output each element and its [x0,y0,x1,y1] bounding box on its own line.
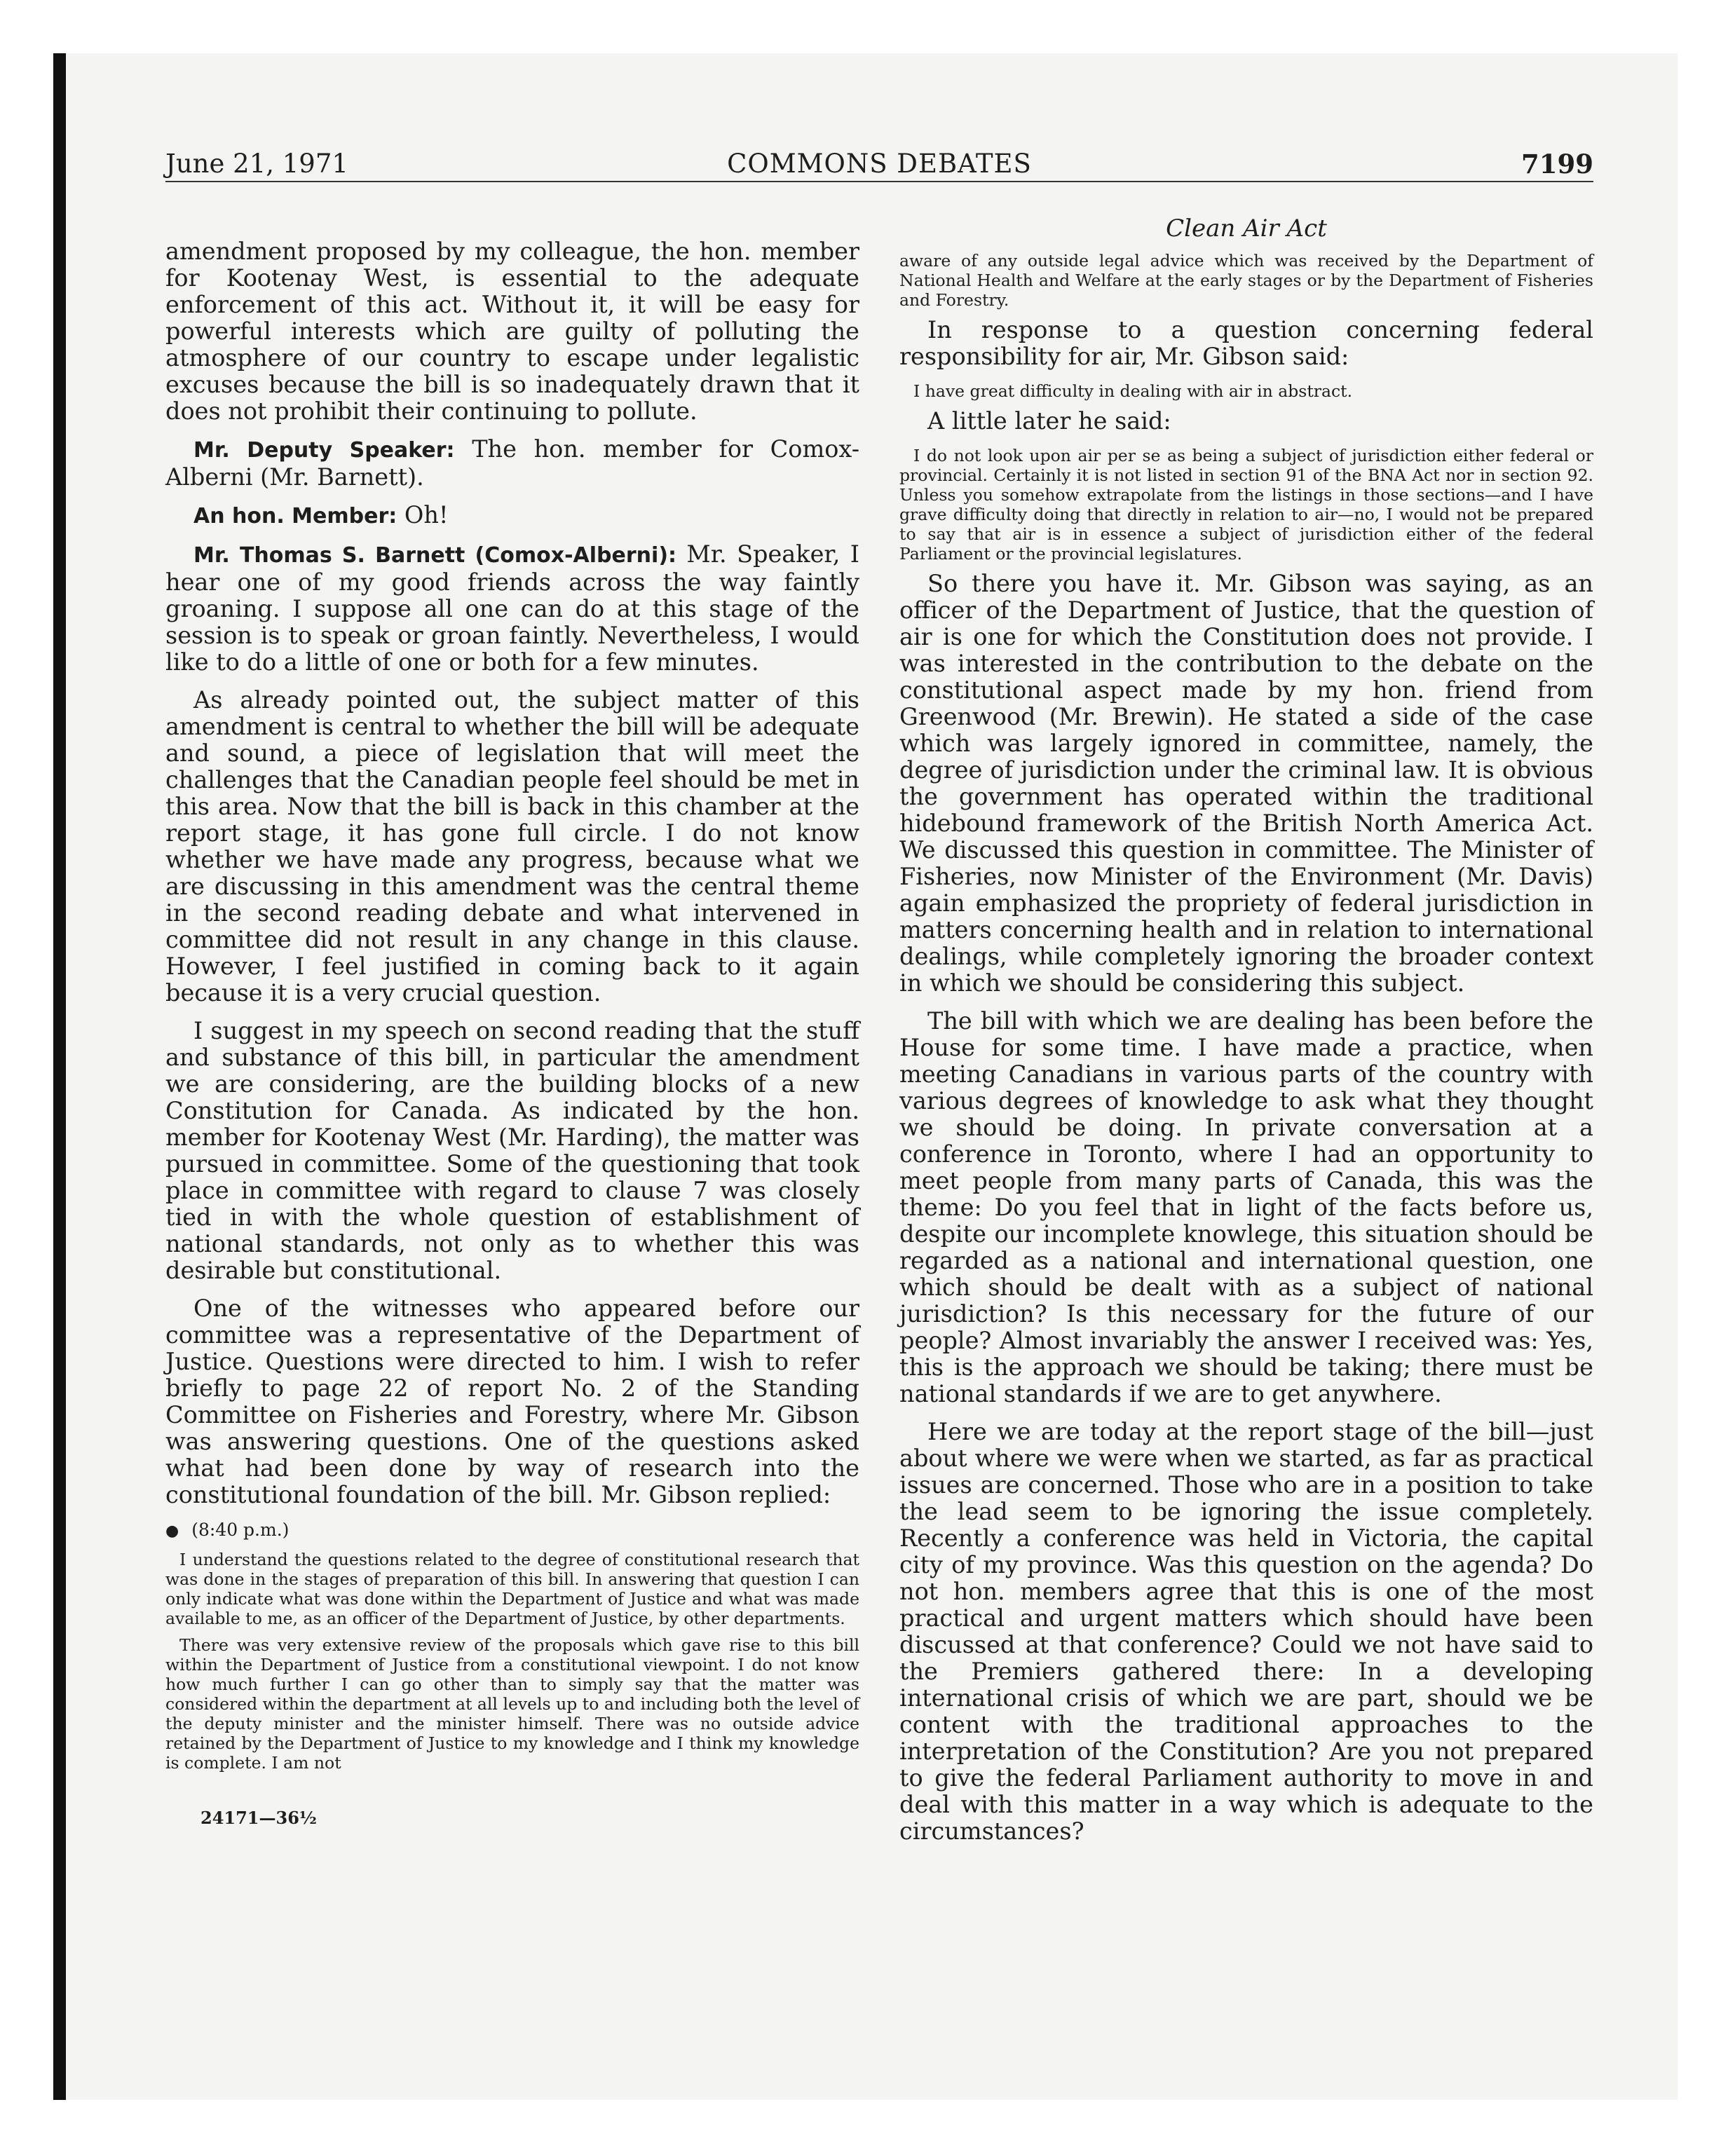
paragraph: A little later he said: [927,407,1171,435]
quoted-testimony: I understand the questions related to the degree of constitutional research that was done in the stages of preparation of this bill. In answering that question I can only indicate what was done within the Department of Justice and what was made available to me, as an officer of the Department of Justice, by other departments. [165,1550,859,1628]
paragraph: In response to a question concerning federal responsibility for air, Mr. Gibson said: [899,316,1593,370]
quoted-testimony: I have great difficulty in dealing with air in abstract. [913,381,1353,401]
subject-heading: Clean Air Act [1166,214,1327,243]
quoted-testimony: aware of any outside legal advice which was received by the Department of National Health and Welfare at the early stages or by the Department of Fisheries and Forestry. [899,251,1593,310]
speech-text: Mr. Speaker, I hear one of my good friends across the way faintly groaning. I suppose all one can do at this stage of the session is to speak or groan faintly. Nevertheless, I would like to do a little of one or both for a few minutes. [165,540,859,676]
running-header [165,149,1593,181]
speech-hon-member [165,502,859,530]
header-rule [165,181,1593,182]
folio-mark: 24171—36½ [200,1808,317,1828]
page-number: 7199 [1521,149,1593,179]
paragraph: So there you have it. Mr. Gibson was saying, as an officer of the Department of Justice, that the question of air is one for which the Constitution does not provide. I was interested in the contribution to the debate on the constitutional aspect made by my hon. friend from Greenwood (Mr. Brewin). He stated a side of the case which was largely ignored in committee, namely, the degree of jurisdiction under the criminal law. It is obvious the government has operated within the traditional hidebound framework of the British North America Act. We discussed this question in committee. The Minister of Fisheries, now Minister of the Environment (Mr. Davis) again emphasized the propriety of federal jurisdiction in matters concerning health and in relation to international dealings, while completely ignoring the broader context in which we should be considering this subject. [899,570,1593,997]
quoted-testimony: I do not look upon air per se as being a subject of jurisdiction either federal or provincial. Certainly it is not listed in section 91 of the BNA Act nor in section 92. Unless you somehow extrapolate from the listings in those sections—and I have grave difficulty doing that directly in relation to air—no, I would not be prepared to say that air is in essence a subject of jurisdiction either of the federal Parliament or the provincial legislatures. [899,446,1593,564]
time-stamp-text: (8:40 p.m.) [191,1520,290,1540]
left-column [165,238,859,1828]
speech-text: The hon. member for Comox-Alberni (Mr. Barnett). [165,435,860,491]
paragraph: Here we are today at the report stage of the bill—just about where we were when we started, as far as practical issues are concerned. Those who are in a position to take the lead seem to be ignoring the issue completely. Recently a conference was held in Victoria, the capital city of my province. Was this question on the agenda? Do not hon. members agree that this is one of the most practical and urgent matters which should have been discussed at that conference? Could we not have said to the Premiers gathered there: In a developing international crisis of which we are part, should we be content with the traditional approaches to the interpretation of the Constitution? Are you not prepared to give the federal Parliament authority to move in and deal with this matter in a way which is adequate to the circumstances? [899,1418,1593,1845]
speaker-name: An hon. Member: [193,504,397,528]
header-title: COMMONS DEBATES [727,149,1032,179]
speaker-name: Mr. Deputy Speaker: [193,438,455,463]
paragraph: amendment proposed by my colleague, the hon. member for Kootenay West, is essential to the adequate enforcement of this act. Without it, it will be easy for powerful interests which are guilty of polluting the atmosphere of our country to escape under legalistic excuses because the bill is so inadequately drawn that it does not prohibit their continuing to pollute. [165,238,859,425]
quoted-testimony: There was very extensive review of the proposals which gave rise to this bill within the Department of Justice from a constitutional viewpoint. I do not know how much further I can go other than to simply say that the matter was considered within the department at all levels up to and including both the level of the deputy minister and the minister himself. There was no outside advice retained by the Department of Justice to my knowledge and I think my knowledge is complete. I am not [165,1635,859,1773]
speaker-name: Mr. Thomas S. Barnett (Comox-Alberni): [193,543,677,568]
speech-barnett [165,541,859,676]
bullet-icon: ● [165,1522,179,1540]
paragraph: The bill with which we are dealing has been before the House for some time. I have made a practice, when meeting Canadians in various parts of the country with various degrees of knowledge to ask what they thought we should be doing. In private conversation at a conference in Toronto, where I had an opportunity to meet people from many parts of Canada, this was the theme: Do you feel that in light of the facts before us, despite our incomplete knowlege, this situation should be regarded as a national and international question, one which should be dealt with as a subject of national jurisdiction? Is this necessary for the future of our people? Almost invariably the answer I received was: Yes, this is the approach we should be taking; there must be national standards if we are to get anywhere. [899,1007,1593,1407]
time-stamp [165,1520,859,1540]
paragraph: As already pointed out, the subject matter of this amendment is central to whether the bill will be adequate and sound, a piece of legislation that will meet the challenges that the Canadian people feel should be met in this area. Now that the bill is back in this chamber at the report stage, it has gone full circle. I do not know whether we have made any progress, because what we are discussing in this amendment was the central theme in the second reading debate and what intervened in committee did not result in any change in this clause. However, I feel justified in coming back to it again because it is a very crucial question. [165,686,859,1007]
paragraph: I suggest in my speech on second reading that the stuff and substance of this bill, in particular the amendment we are considering, are the building blocks of a new Constitution for Canada. As indicated by the hon. member for Kootenay West (Mr. Harding), the matter was pursued in committee. Some of the questioning that took place in committee with regard to clause 7 was closely tied in with the whole question of establishment of national standards, not only as to whether this was desirable but constitutional. [165,1017,859,1284]
right-column [899,214,1593,1856]
speech-text: Oh! [404,501,449,528]
speech-deputy-speaker [165,436,859,491]
header-date: June 21, 1971 [165,149,348,179]
paragraph: One of the witnesses who appeared before our committee was a representative of the Department of Justice. Questions were directed to him. I wish to refer briefly to page 22 of report No. 2 of the Standing Committee on Fisheries and Forestry, where Mr. Gibson was answering questions. One of the questions asked what had been done by way of research into the constitutional foundation of the bill. Mr. Gibson replied: [165,1295,859,1508]
